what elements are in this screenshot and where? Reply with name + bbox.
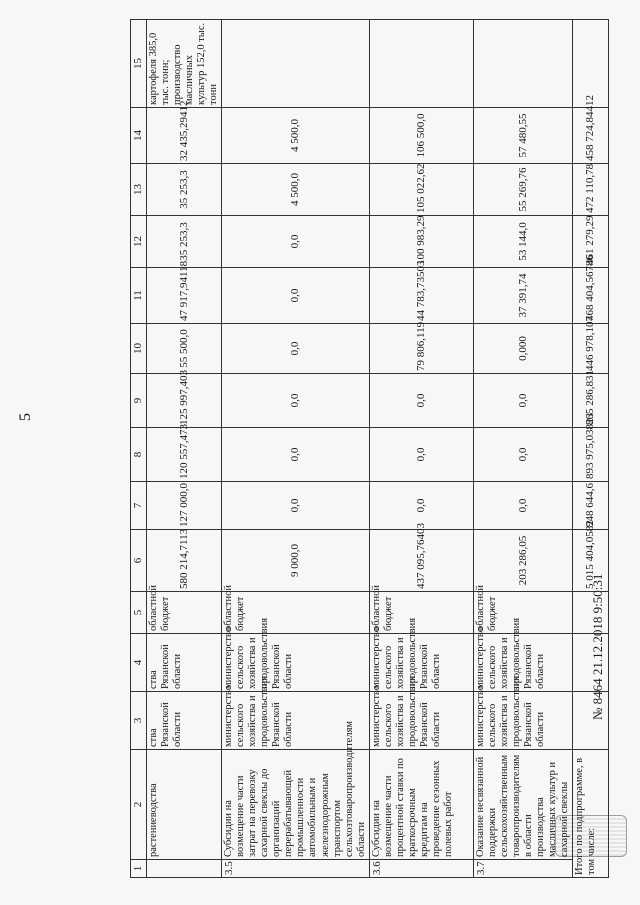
col-header: 4 (131, 634, 147, 692)
value-cell: 948 644,6 (573, 482, 609, 530)
value-cell: 4 500,0 (222, 108, 370, 164)
funding-source (573, 592, 609, 634)
recipient: министерство сельского хозяйства и продовольствия Рязанской области (369, 634, 473, 692)
executor (573, 692, 609, 750)
table-row (369, 20, 473, 878)
col-header: 11 (131, 268, 147, 324)
value-cell: 53 144,0 (473, 216, 573, 268)
row-number: 3.7 (473, 860, 573, 878)
value-cell: 127 000,0 (146, 482, 221, 530)
funding-source: областной бюджет (473, 592, 573, 634)
measure-name: Оказание несвязанной поддержки сельскохозяйственным товаропроизводителям в области производства масличных культур и сахарной свеклы (473, 750, 573, 860)
row-number: 3.6 (369, 860, 473, 878)
col-header: 15 (131, 20, 147, 108)
row-number: 3.5 (222, 860, 370, 878)
value-cell: 0,0 (222, 324, 370, 374)
value-cell: 0,0 (473, 374, 573, 428)
value-cell: 203 286,05 (473, 530, 573, 592)
value-cell: 468 404,56786 (573, 268, 609, 324)
value-cell: 47 917,94118 (146, 268, 221, 324)
registration-text: № 8464 21.12.2018 9:50:31 (590, 573, 605, 720)
measure-name: растениеводства (146, 750, 221, 860)
executor: министерство сельского хозяйства и продовольствия Рязанской области (222, 692, 370, 750)
expected-result (473, 20, 573, 108)
value-cell: 125 997,403 (146, 374, 221, 428)
value-cell: 37 391,74 (473, 268, 573, 324)
page-number: 5 (17, 413, 34, 421)
col-header: 7 (131, 482, 147, 530)
col-header: 8 (131, 428, 147, 482)
value-cell: 0,000 (473, 324, 573, 374)
value-cell: 893 975,03823 (573, 428, 609, 482)
value-cell: 35 253,3 (146, 216, 221, 268)
table-row (146, 20, 221, 878)
value-cell: 437 095,76403 (369, 530, 473, 592)
value-cell: 0,0 (473, 428, 573, 482)
budget-table (130, 19, 609, 878)
value-cell: 44 783,73503 (369, 268, 473, 324)
expected-result: картофеля 385,0 тыс. тонн; производство масличных культур 152,0 тыс. тонн (146, 20, 221, 108)
executor: ства Рязанской области (146, 692, 221, 750)
measure-name: Субсидии на возмещение части процентной ставки по краткосрочным кредитам на проведение сезонных полевых работ (369, 750, 473, 860)
recipient: министерство сельского хозяйства и продовольствия Рязанской области (222, 634, 370, 692)
value-cell: 0,0 (222, 216, 370, 268)
value-cell: 446 978,107 (573, 324, 609, 374)
measure-name: Субсидии на возмещение части затрат на перевозку сахарной свеклы до организаций перерабатывающей промышленности автомобильным и железнодорожным транспортом сельхозтоваропроизводителям области (222, 750, 370, 860)
value-cell: 0,0 (369, 374, 473, 428)
col-header: 12 (131, 216, 147, 268)
value-cell: 458 724,84412 (573, 108, 609, 164)
value-cell: 120 557,473 (146, 428, 221, 482)
col-header: 2 (131, 750, 147, 860)
value-cell: 0,0 (222, 374, 370, 428)
value-cell: 35 253,3 (146, 164, 221, 216)
table-row (473, 20, 573, 878)
funding-source: областной бюджет (369, 592, 473, 634)
recipient (573, 634, 609, 692)
col-header: 14 (131, 108, 147, 164)
value-cell: 0,0 (222, 428, 370, 482)
recipient: ства Рязанской области (146, 634, 221, 692)
col-header: 1 (131, 860, 147, 878)
value-cell: 100 983,29 (369, 216, 473, 268)
executor: министерство сельского хозяйства и продовольствия Рязанской области (473, 692, 573, 750)
value-cell: 9 000,0 (222, 530, 370, 592)
funding-source: областной бюджет (146, 592, 221, 634)
value-cell: 4 500,0 (222, 164, 370, 216)
table-row (222, 20, 370, 878)
value-cell: 79 806,119 (369, 324, 473, 374)
value-cell: 55 500,0 (146, 324, 221, 374)
value-cell: 0,0 (222, 268, 370, 324)
value-cell: 105 022,62 (369, 164, 473, 216)
value-cell: 0,0 (473, 482, 573, 530)
col-header: 9 (131, 374, 147, 428)
recipient: министерство сельского хозяйства и продовольствия Рязанской области (473, 634, 573, 692)
expected-result (369, 20, 473, 108)
value-cell: 32 435,29412 (146, 108, 221, 164)
value-cell: 865 286,831 (573, 374, 609, 428)
table-body (146, 20, 609, 878)
funding-source: областной бюджет (222, 592, 370, 634)
value-cell: 472 110,78 (573, 164, 609, 216)
col-header: 10 (131, 324, 147, 374)
value-cell: 57 480,55 (473, 108, 573, 164)
executor: министерство сельского хозяйства и продовольствия Рязанской области (369, 692, 473, 750)
value-cell: 461 279,29 (573, 216, 609, 268)
value-cell: 5 015 404,0582 (573, 530, 609, 592)
value-cell: 0,0 (369, 482, 473, 530)
value-cell: 55 269,76 (473, 164, 573, 216)
col-header: 5 (131, 592, 147, 634)
value-cell: 580 214,7113 (146, 530, 221, 592)
col-header: 3 (131, 692, 147, 750)
value-cell: 106 500,0 (369, 108, 473, 164)
total-row (573, 20, 609, 878)
col-header: 6 (131, 530, 147, 592)
total-label: Итого по подпрограмме, в том числе: (573, 750, 609, 878)
expected-result (222, 20, 370, 108)
row-number (146, 860, 221, 878)
column-number-row (131, 20, 147, 878)
col-header: 13 (131, 164, 147, 216)
value-cell: 0,0 (222, 482, 370, 530)
value-cell: 0,0 (369, 428, 473, 482)
